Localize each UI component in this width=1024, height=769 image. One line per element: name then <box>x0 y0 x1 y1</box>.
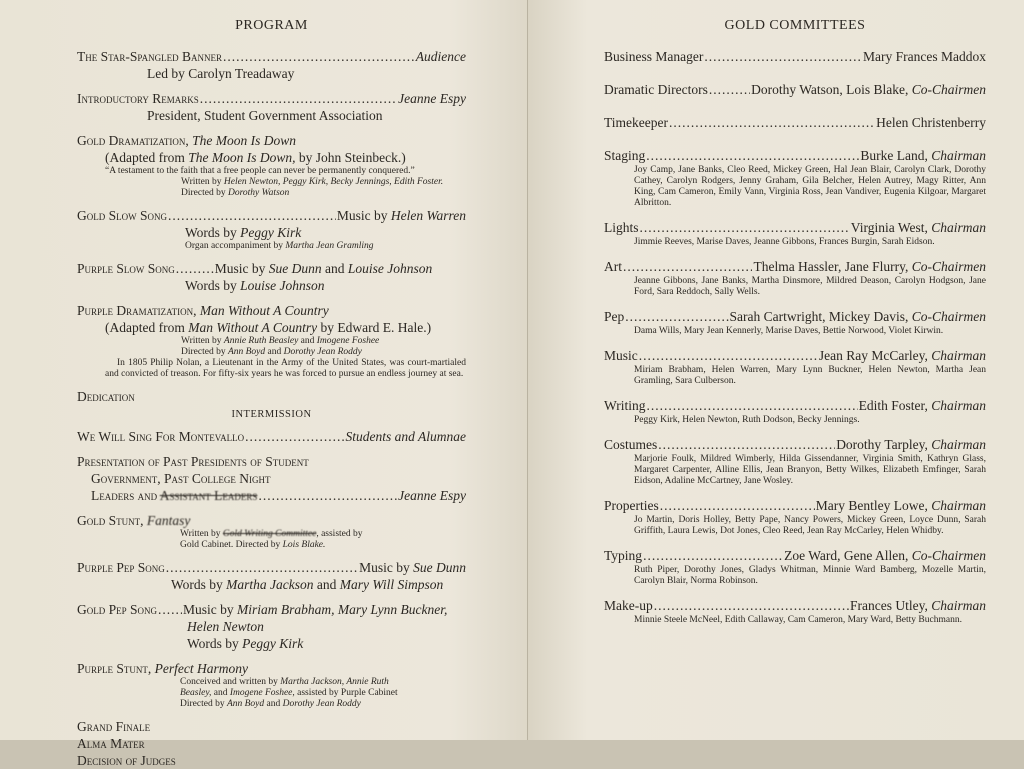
music-line-2: Helen Newton <box>187 619 264 634</box>
program-item-montevallo <box>77 428 466 445</box>
committee-business-manager <box>604 48 986 65</box>
item-label: Purple Slow Song <box>77 261 175 276</box>
committee-role: Co-Chairmen <box>911 309 986 324</box>
program-item-intro <box>77 90 466 124</box>
committee-label: Lights <box>604 220 639 235</box>
item-label: Gold Dramatization, <box>77 133 189 148</box>
committee-head: Mary Bentley Lowe, Chairman <box>815 498 986 513</box>
leader-dots <box>704 48 862 65</box>
committee-writing <box>604 397 986 426</box>
item-label: Purple Dramatization, <box>77 303 197 318</box>
committee-head: Frances Utley, Chairman <box>850 598 986 613</box>
program-item-purple-slow-song <box>77 260 466 294</box>
program-item-gold-slow-song <box>77 207 466 252</box>
committee-role: Co-Chairmen <box>911 82 986 97</box>
item-performer: Audience <box>415 49 466 64</box>
committee-costumes <box>604 436 986 487</box>
accompaniment-line: Organ accompaniment by Martha Jean Gramling <box>185 241 374 251</box>
leader-dots <box>660 497 815 514</box>
item-title: Perfect Harmony <box>154 661 248 676</box>
committee-members: Marjorie Foulk, Mildred Wimberly, Hilda Gissendanner, Virginia Smith, Kathryn Glass, Margaret Carpenter, Alline Ellis, Jean Branyon, Betty Wilkes, Elizabeth Emfinger, Sarah Eidson, Adaline McCartney, Jane Wosley. <box>634 454 986 486</box>
leader-dots <box>200 90 397 107</box>
item-label-2: Government, Past College Night <box>91 471 271 486</box>
committee-lights <box>604 219 986 248</box>
committee-members: Jeanne Gibbons, Jane Banks, Martha Dinsmore, Mildred Deason, Carolyn Hodgson, Jane Ford, Sara Reddoch, Sally Wells. <box>634 276 986 297</box>
committee-label: Business Manager <box>604 49 704 64</box>
committee-staging <box>604 147 986 209</box>
committee-members: Ruth Piper, Dorothy Jones, Gladys Whitman, Minnie Ward Bamberg, Mozelle Martin, Carolyn Blair, Norma Robinson. <box>634 565 986 586</box>
adapted-line: (Adapted from Man Without A Country by Edward E. Hale.) <box>105 320 432 335</box>
program-item-gold-dramatization <box>77 132 466 199</box>
item-title: Fantasy <box>146 513 191 528</box>
committee-members: Dama Wills, Mary Jean Kennerly, Marise Daves, Bettie Norwood, Violet Kirwin. <box>634 326 944 336</box>
program-item-alma-mater: Alma Mater <box>77 736 145 751</box>
program-item-dedication: Dedication <box>77 389 135 404</box>
item-label: The Star-Spangled Banner <box>77 49 222 64</box>
committee-label: Art <box>604 259 622 274</box>
committee-head: Virginia West, Chairman <box>850 220 986 235</box>
committee-properties <box>604 497 986 537</box>
leader-dots <box>245 428 344 445</box>
leader-dots <box>639 347 818 364</box>
leader-dots <box>158 601 182 618</box>
committee-head: Thelma Hassler, Jane Flurry, Co-Chairmen <box>753 259 986 274</box>
leader-dots <box>166 559 358 576</box>
item-label: Gold Stunt, <box>77 513 144 528</box>
program-item-purple-pep-song <box>77 559 466 593</box>
directed-credit: Directed by Ann Boyd and Dorothy Jean Roddy <box>181 347 362 357</box>
leader-dots <box>654 597 849 614</box>
item-performer: Music by Helen Warren <box>336 208 466 223</box>
committee-members: Minnie Steele McNeel, Edith Callaway, Cam Cameron, Mary Ward, Betty Buchmann. <box>634 615 962 625</box>
credit-line-2: Beasley, and Imogene Foshee, assisted by Purple Cabinet <box>180 688 398 698</box>
program-item-decision: Decision of Judges <box>77 753 176 768</box>
adapted-line: (Adapted from The Moon Is Down, by John Steinbeck.) <box>105 150 406 165</box>
leader-dots <box>640 219 850 236</box>
item-subline: Led by Carolyn Treadaway <box>147 66 295 81</box>
item-label: Purple Stunt, <box>77 661 152 676</box>
committee-label: Costumes <box>604 437 658 452</box>
words-line: Words by Peggy Kirk <box>187 636 304 651</box>
committee-typing <box>604 547 986 587</box>
program-item-purple-dramatization <box>77 302 466 380</box>
leader-dots <box>658 436 835 453</box>
program-heading: PROGRAM <box>235 18 308 33</box>
item-performer: Music by Sue Dunn <box>359 560 466 575</box>
committee-members: Peggy Kirk, Helen Newton, Ruth Dodson, Becky Jennings. <box>634 415 860 425</box>
leader-dots <box>646 147 859 164</box>
committee-role: Chairman <box>931 220 986 235</box>
committee-label: Writing <box>604 398 646 413</box>
written-credit: Written by Helen Newton, Peggy Kirk, Becky Jennings, Edith Foster. <box>181 177 444 187</box>
item-performer: Music by Sue Dunn and Louise Johnson <box>214 261 433 276</box>
leader-dots <box>168 207 336 224</box>
committee-head: Edith Foster, Chairman <box>858 398 986 413</box>
program-item-finale: Grand Finale <box>77 719 151 734</box>
committee-head: Dorothy Watson, Lois Blake, Co-Chairmen <box>751 82 986 97</box>
committee-head: Sarah Cartwright, Mickey Davis, Co-Chairmen <box>729 309 986 324</box>
leader-dots <box>176 260 214 277</box>
committee-role: Chairman <box>931 498 986 513</box>
committee-dramatic-directors <box>604 81 986 98</box>
committee-role: Co-Chairmen <box>911 548 986 563</box>
item-label-3: Leaders and Assistant Leaders <box>91 488 258 503</box>
committee-head: Dorothy Tarpley, Chairman <box>836 437 986 452</box>
committee-pep <box>604 308 986 337</box>
committee-role: Chairman <box>931 348 986 363</box>
words-line: Words by Peggy Kirk <box>185 225 302 240</box>
item-label: Gold Pep Song <box>77 602 158 617</box>
committee-art <box>604 258 986 298</box>
quote: “A testament to the faith that a free people can never be permanently conquered.” <box>105 166 415 176</box>
written-credit: Written by Gold Writing Committee, assisted by <box>180 529 363 539</box>
program-item-anthem <box>77 48 466 82</box>
directed-credit: Gold Cabinet. Directed by Lois Blake. <box>180 540 326 550</box>
committee-role: Chairman <box>931 398 986 413</box>
committee-head: Burke Land, Chairman <box>860 148 986 163</box>
words-line: Words by Louise Johnson <box>185 278 325 293</box>
committee-head: Mary Frances Maddox <box>863 49 986 64</box>
committee-make-up <box>604 597 986 626</box>
committee-role: Chairman <box>931 598 986 613</box>
committee-label: Properties <box>604 498 659 513</box>
committee-head: Zoe Ward, Gene Allen, Co-Chairmen <box>784 548 986 563</box>
committee-role: Chairman <box>931 437 986 452</box>
committee-label: Music <box>604 348 638 363</box>
words-line: Words by Martha Jackson and Mary Will Simpson <box>171 577 444 592</box>
leader-dots <box>223 48 415 65</box>
committee-label: Timekeeper <box>604 115 668 130</box>
program-item-purple-stunt <box>77 660 466 710</box>
item-performer: Jeanne Espy <box>398 91 466 106</box>
directed-credit: Directed by Dorothy Watson <box>181 188 290 198</box>
item-label: Presentation of Past Presidents of Student <box>77 454 309 469</box>
committee-head: Helen Christenberry <box>876 115 986 130</box>
item-performer: Music by Miriam Brabham, Mary Lynn Buckner, <box>183 602 448 617</box>
committee-label: Make-up <box>604 598 653 613</box>
item-title: Man Without A Country <box>199 303 329 318</box>
item-label: We Will Sing For Montevallo <box>77 429 245 444</box>
leader-dots <box>669 114 875 131</box>
item-label: Introductory Remarks <box>77 91 199 106</box>
committee-members: Jimmie Reeves, Marise Daves, Jeanne Gibbons, Frances Burgin, Sarah Eidson. <box>634 237 935 247</box>
item-subline: President, Student Government Association <box>147 108 383 123</box>
committee-role: Co-Chairmen <box>911 259 986 274</box>
committee-members: Miriam Brabham, Helen Warren, Mary Lynn Buckner, Helen Newton, Martha Jean Gramling, Sara Culberson. <box>634 365 986 386</box>
written-credit: Written by Annie Ruth Beasley and Imogene Foshee <box>181 336 380 346</box>
program-item-gold-pep-song <box>77 601 466 652</box>
committee-head: Jean Ray McCarley, Chairman <box>818 348 986 363</box>
program-item-presentation <box>77 453 466 504</box>
leader-dots <box>643 547 783 564</box>
committee-label: Staging <box>604 148 646 163</box>
program-item-gold-stunt <box>77 512 466 551</box>
leader-dots <box>625 308 728 325</box>
item-performer: Students and Alumnae <box>345 429 466 444</box>
committee-members: Jo Martin, Doris Holley, Betty Pape, Nancy Powers, Mickey Green, Loyce Dunn, Sarah Griffith, Laura Lewis, Dot Jones, Cleo Reed, Jean Ray McCarley, Helen Whidby. <box>634 515 986 536</box>
intermission-label: INTERMISSION <box>231 409 312 420</box>
leader-dots <box>646 397 857 414</box>
committee-role: Chairman <box>931 148 986 163</box>
credit-line-3: Directed by Ann Boyd and Dorothy Jean Roddy <box>180 699 361 709</box>
item-performer: Jeanne Espy <box>398 488 466 503</box>
leader-dots <box>709 81 750 98</box>
credit-line-1: Conceived and written by Martha Jackson, Annie Ruth <box>180 677 389 687</box>
committee-members: Joy Camp, Jane Banks, Cleo Reed, Mickey Green, Hal Jean Blair, Carolyn Clark, Dorothy Cathey, Carolyn Rodgers, Jenny Graham, Gila Belcher, Helen Autrey, Magy Ritter, Ann King, Cam Cameron, Emily Vann, Virginia Ross, Jean Vandiver, Eugenia Kilgoar, Margaret Albritton. <box>634 165 986 208</box>
item-title: The Moon Is Down <box>192 133 296 148</box>
committee-timekeeper <box>604 114 986 131</box>
committees-heading: GOLD COMMITTEES <box>724 18 866 33</box>
committee-music <box>604 347 986 387</box>
committee-label: Typing <box>604 548 643 563</box>
committee-label: Pep <box>604 309 625 324</box>
committee-list <box>604 48 986 626</box>
synopsis: In 1805 Philip Nolan, a Lieutenant in the Army of the United States, was court-martialed and convicted of treason. For fifty-six years he was forced to pursue an endless journey at sea. <box>105 358 466 379</box>
item-label: Gold Slow Song <box>77 208 168 223</box>
item-label: Purple Pep Song <box>77 560 165 575</box>
committee-label: Dramatic Directors <box>604 82 708 97</box>
committees-page <box>528 0 1024 740</box>
leader-dots <box>623 258 752 275</box>
leader-dots <box>258 487 397 504</box>
